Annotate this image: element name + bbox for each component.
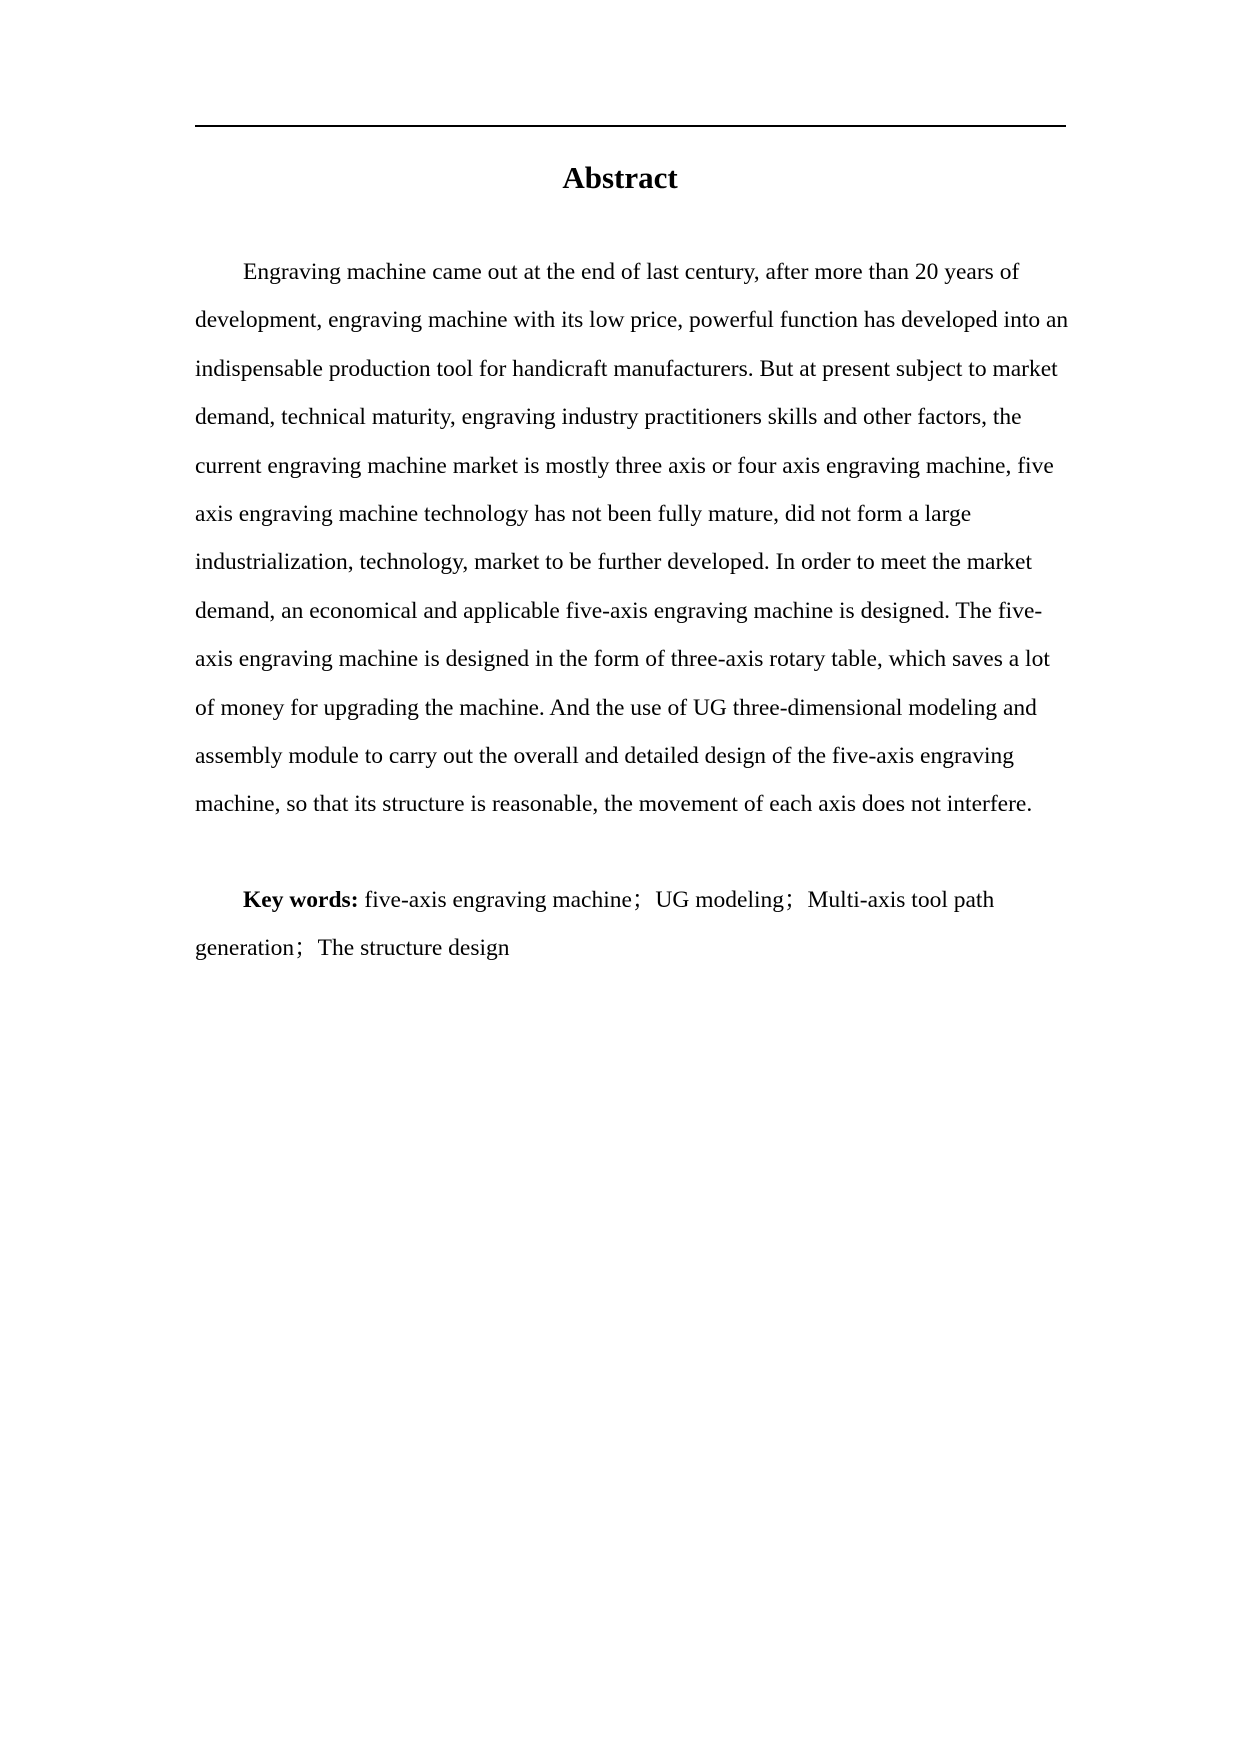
abstract-body: Engraving machine came out at the end of last century, after more than 20 years of development, engraving machine with its low price, powerful function has developed into an indispensable production tool for handicraft manufacturers. But at present subject to market demand, technical maturity, engraving industry practitioners skills and other factors, the current engraving machine market is mostly three axis or four axis engraving machine, five axis engraving machine technology has not been fully mature, did not form a large industrialization, technology, market to be further developed. In order to meet the market demand, an economical and applicable five-axis engraving machine is designed. The five-axis engraving machine is designed in the form of three-axis rotary table, which saves a lot of money for upgrading the machine. And the use of UG three-dimensional modeling and assembly module to carry out the overall and detailed design of the five-axis engraving machine, so that its structure is reasonable, the movement of each axis does not interfere. bbox=[195, 259, 1069, 818]
keywords-text: five-axis engraving machine；UG modeling；Multi-axis tool path generation；The structure design bbox=[195, 887, 995, 962]
page-title: Abstract bbox=[562, 160, 678, 195]
keywords-label: Key words: bbox=[243, 887, 359, 913]
keywords-paragraph bbox=[195, 876, 1070, 973]
header-rule bbox=[195, 125, 1066, 127]
